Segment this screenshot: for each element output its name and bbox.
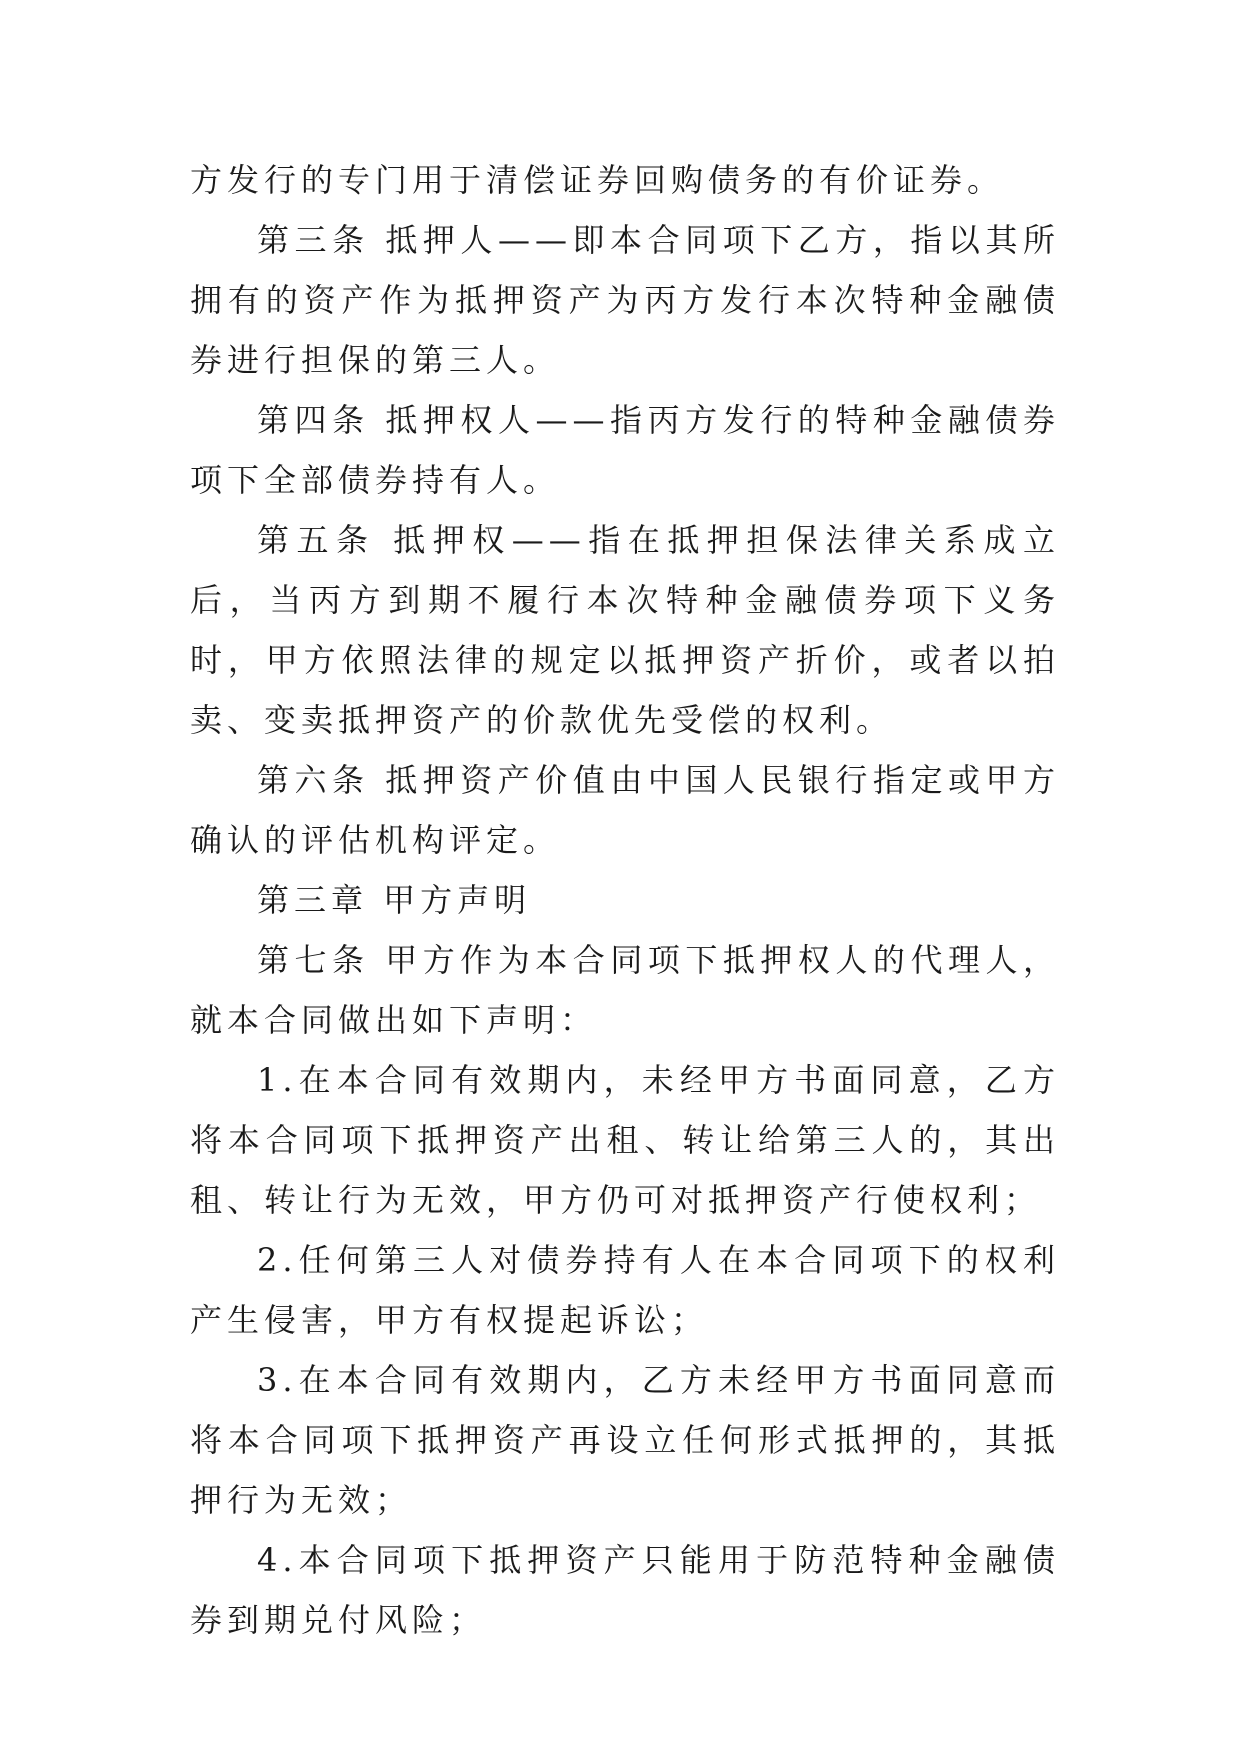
paragraph-article-7: 第七条 甲方作为本合同项下抵押权人的代理人，就本合同做出如下声明： [190, 941, 1060, 1039]
paragraph-article-4: 第四条 抵押权人——指丙方发行的特种金融债券项下全部债券持有人。 [190, 401, 1060, 499]
paragraph-continuation: 方发行的专门用于清偿证券回购债务的有价证券。 [190, 161, 1005, 199]
paragraph-article-5: 第五条 抵押权——指在抵押担保法律关系成立后，当丙方到期不履行本次特种金融债券项下义务时，甲方依照法律的规定以抵押资产折价，或者以拍卖、变卖抵押资产的价款优先受偿的权利。 [190, 521, 1060, 739]
chapter-heading: 第三章 甲方声明 [257, 881, 532, 919]
paragraph-article-6: 第六条 抵押资产价值由中国人民银行指定或甲方确认的评估机构评定。 [190, 761, 1060, 859]
document-body [190, 150, 1060, 1650]
list-item-2: 2.任何第三人对债券持有人在本合同项下的权利产生侵害，甲方有权提起诉讼； [190, 1241, 1060, 1339]
list-item-1: 1.在本合同有效期内，未经甲方书面同意，乙方将本合同项下抵押资产出租、转让给第三人的，其出租、转让行为无效，甲方仍可对抵押资产行使权利； [190, 1061, 1060, 1219]
paragraph-article-3: 第三条 抵押人——即本合同项下乙方，指以其所拥有的资产作为抵押资产为丙方发行本次特种金融债券进行担保的第三人。 [190, 221, 1060, 379]
list-item-3: 3.在本合同有效期内，乙方未经甲方书面同意而将本合同项下抵押资产再设立任何形式抵押的，其抵押行为无效； [190, 1361, 1060, 1519]
list-item-4: 4.本合同项下抵押资产只能用于防范特种金融债券到期兑付风险； [190, 1541, 1060, 1639]
